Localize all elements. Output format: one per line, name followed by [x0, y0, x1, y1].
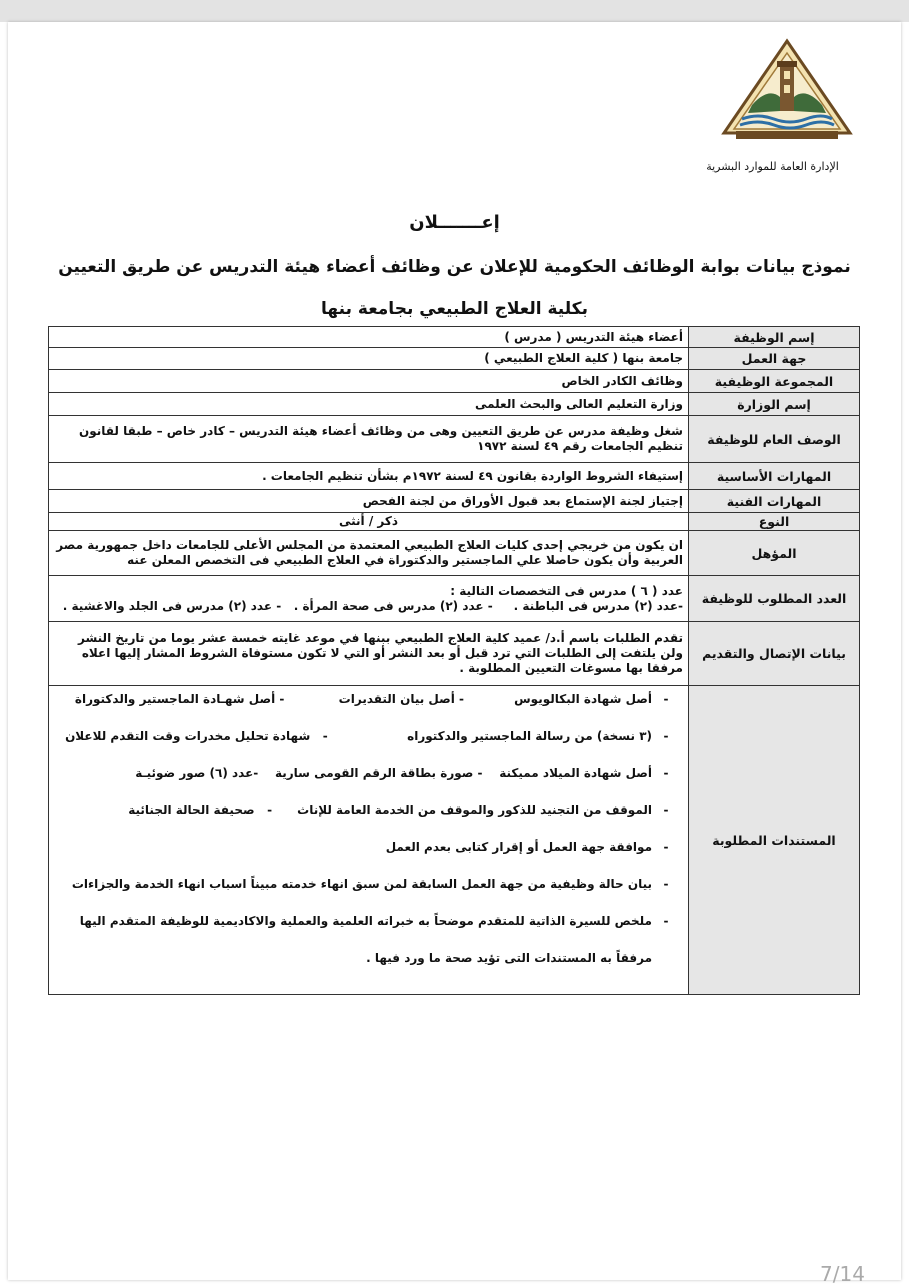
list-item: - الموقف من التجنيد للذكور والموقف من الخدمة العامة للإناث - صحيفة الحالة الجنائية: [128, 803, 669, 817]
page-number: 7/14: [820, 1262, 865, 1286]
table-row: [49, 490, 860, 513]
job-details-table: [48, 326, 860, 995]
table-row: [49, 513, 860, 531]
row-value-technical-skills: إجتياز لجنة الإستماع بعد قبول الأوراق من لجنة الفحص: [49, 490, 689, 513]
row-label-contact-application: بيانات الإتصال والتقديم: [689, 622, 860, 686]
table-row: [49, 622, 860, 686]
row-value-contact-application: تقدم الطلبات باسم أ.د/ عميد كلية العلاج الطبيعي ببنها في موعد غايته خمسة عشر يوما من تاريخ النشر ولن يلتفت إلى الطلبات التي ترد قبل أو بعد النشر أو التي لا تكون مستوفاة الشروط المشار إليها اعلاه مرفقا بها مسوغات التعيين المطلوبة .: [49, 622, 689, 686]
row-label-job-title: إسم الوظيفة: [689, 327, 860, 348]
required-documents-list: [49, 686, 689, 995]
row-label-qualification: المؤهل: [689, 531, 860, 576]
row-value-qualification: ان يكون من خريجي إحدى كليات العلاج الطبيعي المعتمدة من المجلس الأعلى للجامعات داخل جمهورية مصر العربية وأن يكون حاصلا علي الماجستير والدكتوراة في العلاج الطبيعي فى التخصص المعلن عنه: [49, 531, 689, 576]
department-name: الإدارة العامة للموارد البشرية: [706, 160, 839, 173]
row-value-basic-skills: إستيفاء الشروط الواردة بقانون ٤٩ لسنة ١٩٧٢م بشأن تنظيم الجامعات .: [49, 463, 689, 490]
row-label-gender: النوع: [689, 513, 860, 531]
row-value-ministry: وزارة التعليم العالى والبحث العلمى: [49, 393, 689, 416]
list-item: مرفقاً به المستندات التى تؤيد صحة ما ورد فيها .: [366, 951, 652, 965]
list-item: - أصل شهادة الميلاد مميكنة - صورة بطاقة الرقم القومى سارية -عدد (٦) صور ضوئيـة: [135, 766, 669, 780]
table-row: [49, 393, 860, 416]
row-label-employer: جهة العمل: [689, 348, 860, 370]
table-row: [49, 348, 860, 370]
table-row: [49, 686, 860, 995]
table-row: [49, 463, 860, 490]
faculty-subtitle: بكلية العلاج الطبيعي بجامعة بنها: [321, 299, 588, 319]
table-row: [49, 327, 860, 348]
row-label-job-group: المجموعة الوظيفية: [689, 370, 860, 393]
announcement-title: إعـــــــلان: [409, 212, 500, 233]
table-row: [49, 576, 860, 622]
form-title: نموذج بيانات بوابة الوظائف الحكومية للإعلان عن وظائف أعضاء هيئة التدريس عن طريق التعيين: [58, 257, 851, 277]
positions-specialties-line: -عدد (٢) مدرس فى الباطنة . - عدد (٢) مدرس فى صحة المرأة . - عدد (٢) مدرس فى الجلد والاغشية .: [62, 598, 683, 613]
list-item: - (٣ نسخة) من رسالة الماجستير والدكتوراه - شهادة تحليل مخدرات وقت التقدم للاعلان: [65, 729, 669, 743]
row-label-positions-count: العدد المطلوب للوظيفة: [689, 576, 860, 622]
list-item: - موافقة جهة العمل أو إقرار كتابى بعدم العمل: [385, 840, 669, 854]
positions-count-line: عدد ( ٦ ) مدرس فى التخصصات التالية :: [450, 583, 683, 598]
row-value-job-title: أعضاء هيئة التدريس ( مدرس ): [49, 327, 689, 348]
list-item: - ملخص للسيرة الذاتية للمتقدم موضحاً به خبراته العلمية والعملية والاكاديمية للوظيفة المتقدم اليها: [79, 914, 669, 928]
row-value-job-description: شغل وظيفة مدرس عن طريق التعيين وهى من وظائف أعضاء هيئة التدريس – كادر خاص – طبقا لقانون تنظيم الجامعات رقم ٤٩ لسنة ١٩٧٢: [49, 416, 689, 463]
table-row: [49, 531, 860, 576]
row-value-job-group: وظائف الكادر الخاص: [49, 370, 689, 393]
table-row: [49, 416, 860, 463]
row-value-employer: جامعة بنها ( كلية العلاج الطبيعي ): [49, 348, 689, 370]
row-label-basic-skills: المهارات الأساسية: [689, 463, 860, 490]
row-value-gender: ذكر / أنثى: [49, 513, 689, 531]
row-label-technical-skills: المهارات الفنية: [689, 490, 860, 513]
table-row: [49, 370, 860, 393]
viewer-top-bar: [0, 0, 909, 22]
row-label-job-description: الوصف العام للوظيفة: [689, 416, 860, 463]
university-logo: [718, 35, 856, 145]
list-item: - بيان حالة وظيفية من جهة العمل السابقة لمن سبق انهاء خدمته مبيناً اسباب انهاء الخدمة والجزاءات: [71, 877, 669, 891]
row-value-positions-count: [49, 576, 689, 622]
list-item: - أصل شهادة البكالويوس - أصل بيان التقديرات - أصل شهـادة الماجستير والدكتوراة: [74, 692, 669, 706]
row-label-required-documents: المستندات المطلوبة: [689, 686, 860, 995]
row-label-ministry: إسم الوزارة: [689, 393, 860, 416]
